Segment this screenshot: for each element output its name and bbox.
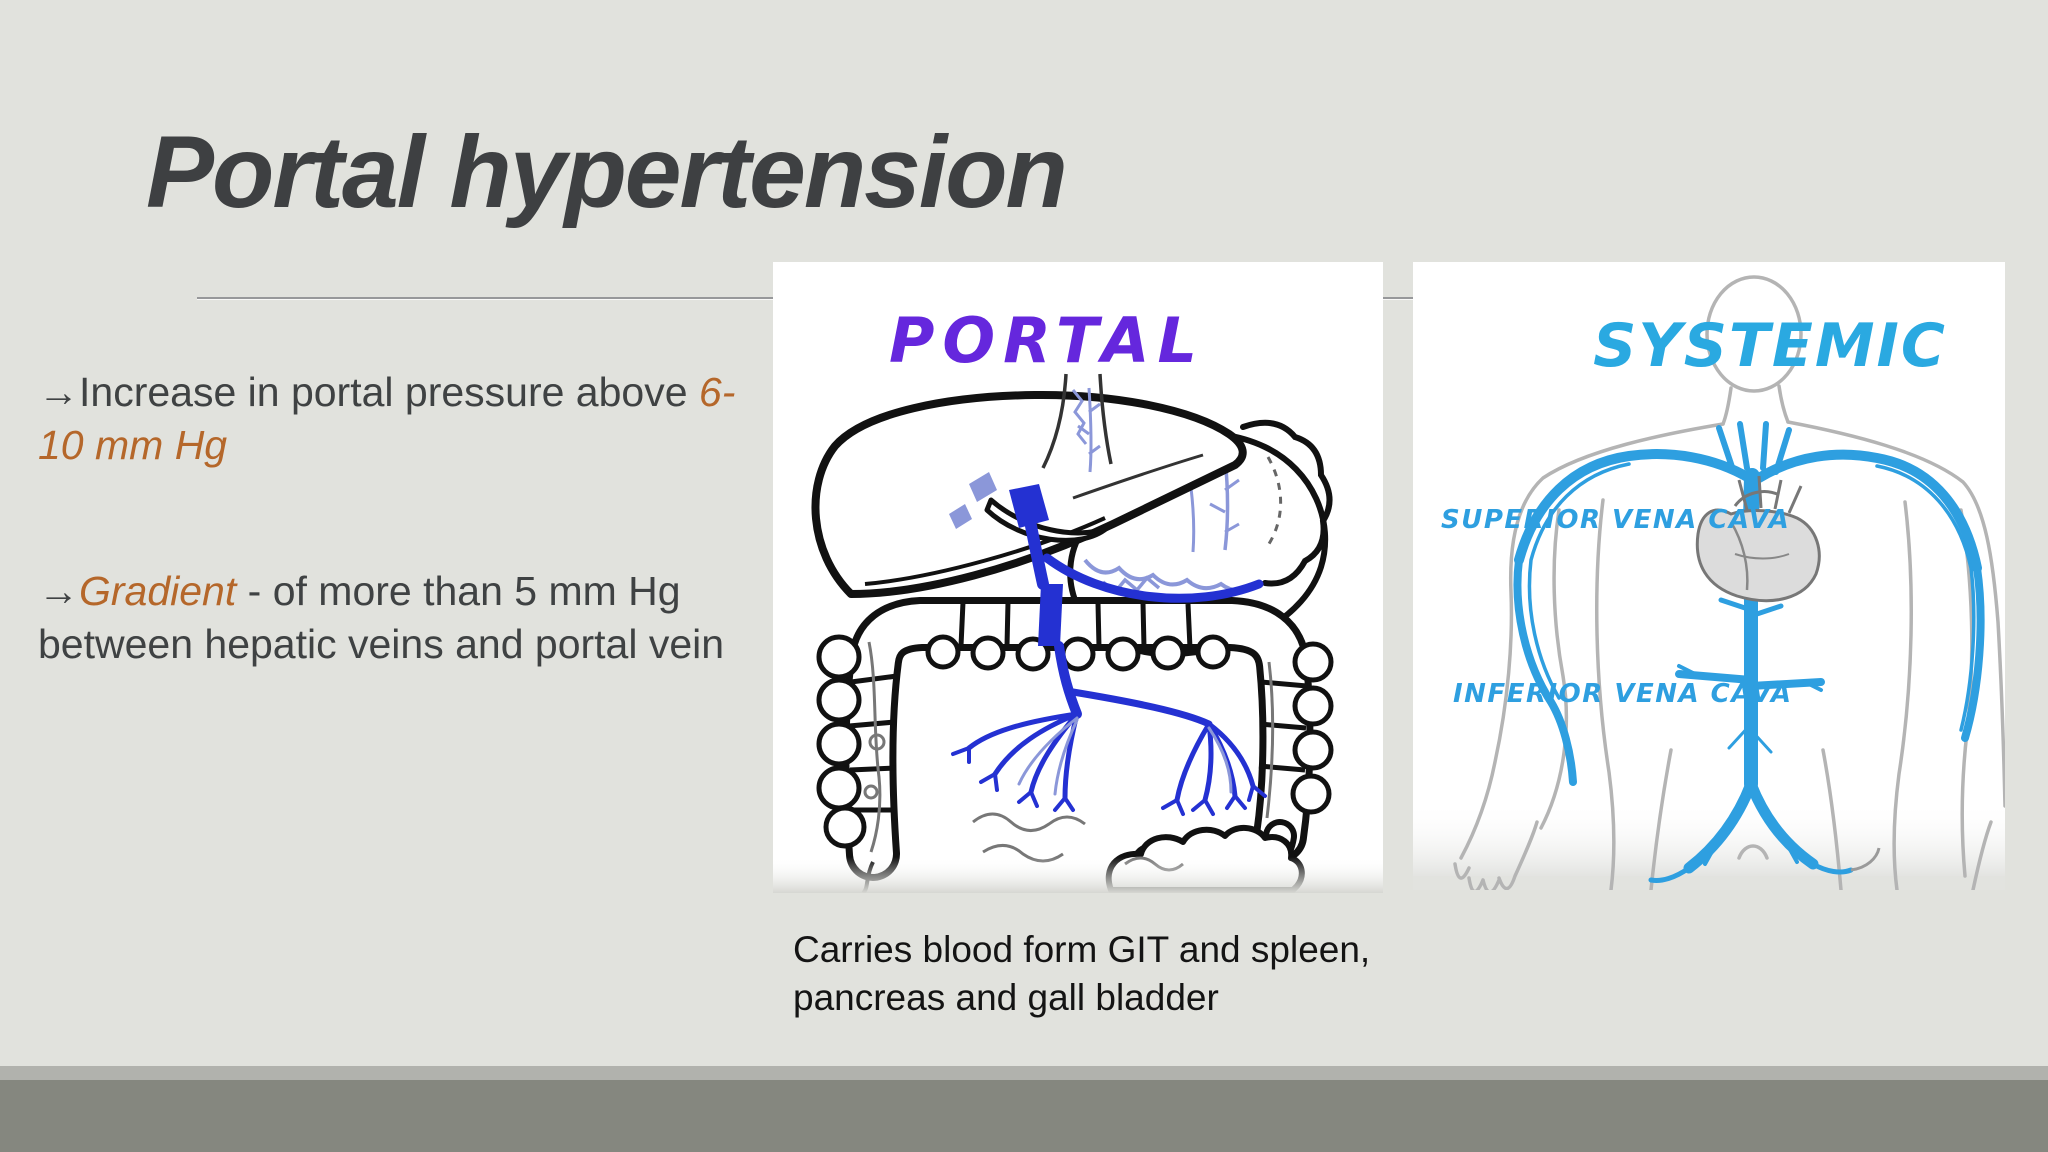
portal-caption xyxy=(793,926,1370,1022)
bullet-line xyxy=(38,565,758,618)
footer-accent-strip xyxy=(0,1066,2048,1080)
footer-band xyxy=(0,1080,2048,1152)
portal-figure-heading: PORTAL xyxy=(888,304,1206,377)
bullet-portal-pressure xyxy=(38,366,758,472)
portal-caption-line-2: pancreas and gall bladder xyxy=(793,977,1219,1018)
bullet-gradient xyxy=(38,565,758,671)
portal-bottom-fade xyxy=(773,857,1383,893)
systemic-figure-heading: SYSTEMIC xyxy=(1593,311,1947,381)
page-title: Portal hypertension xyxy=(146,115,1066,229)
bullet-line xyxy=(38,366,758,419)
portal-caption-line-1: Carries blood form GIT and spleen, xyxy=(793,929,1371,970)
superior-vena-cava-label: SUPERIOR VENA CAVA xyxy=(1441,505,1791,535)
body-text: Increase in portal pressure above xyxy=(79,369,699,415)
arrow-bullet-glyph: → xyxy=(38,369,79,415)
systemic-circulation-image xyxy=(1413,262,2005,890)
arrow-bullet-glyph: → xyxy=(38,568,79,614)
body-text: between hepatic veins and portal vein xyxy=(38,621,725,667)
accent-text: 6- xyxy=(698,369,736,415)
bullet-line xyxy=(38,618,758,671)
inferior-vena-cava-label: INFERIOR VENA CAVA xyxy=(1453,679,1793,709)
systemic-illustration xyxy=(1413,262,2005,890)
bullet-line xyxy=(38,419,758,472)
accent-text: 10 mm Hg xyxy=(38,422,228,468)
body-text: - of more than 5 mm Hg xyxy=(236,568,681,614)
accent-text: Gradient xyxy=(79,568,237,614)
portal-circulation-image xyxy=(773,262,1383,893)
mesenteric-veins xyxy=(953,714,1265,814)
portal-illustration xyxy=(773,262,1383,893)
